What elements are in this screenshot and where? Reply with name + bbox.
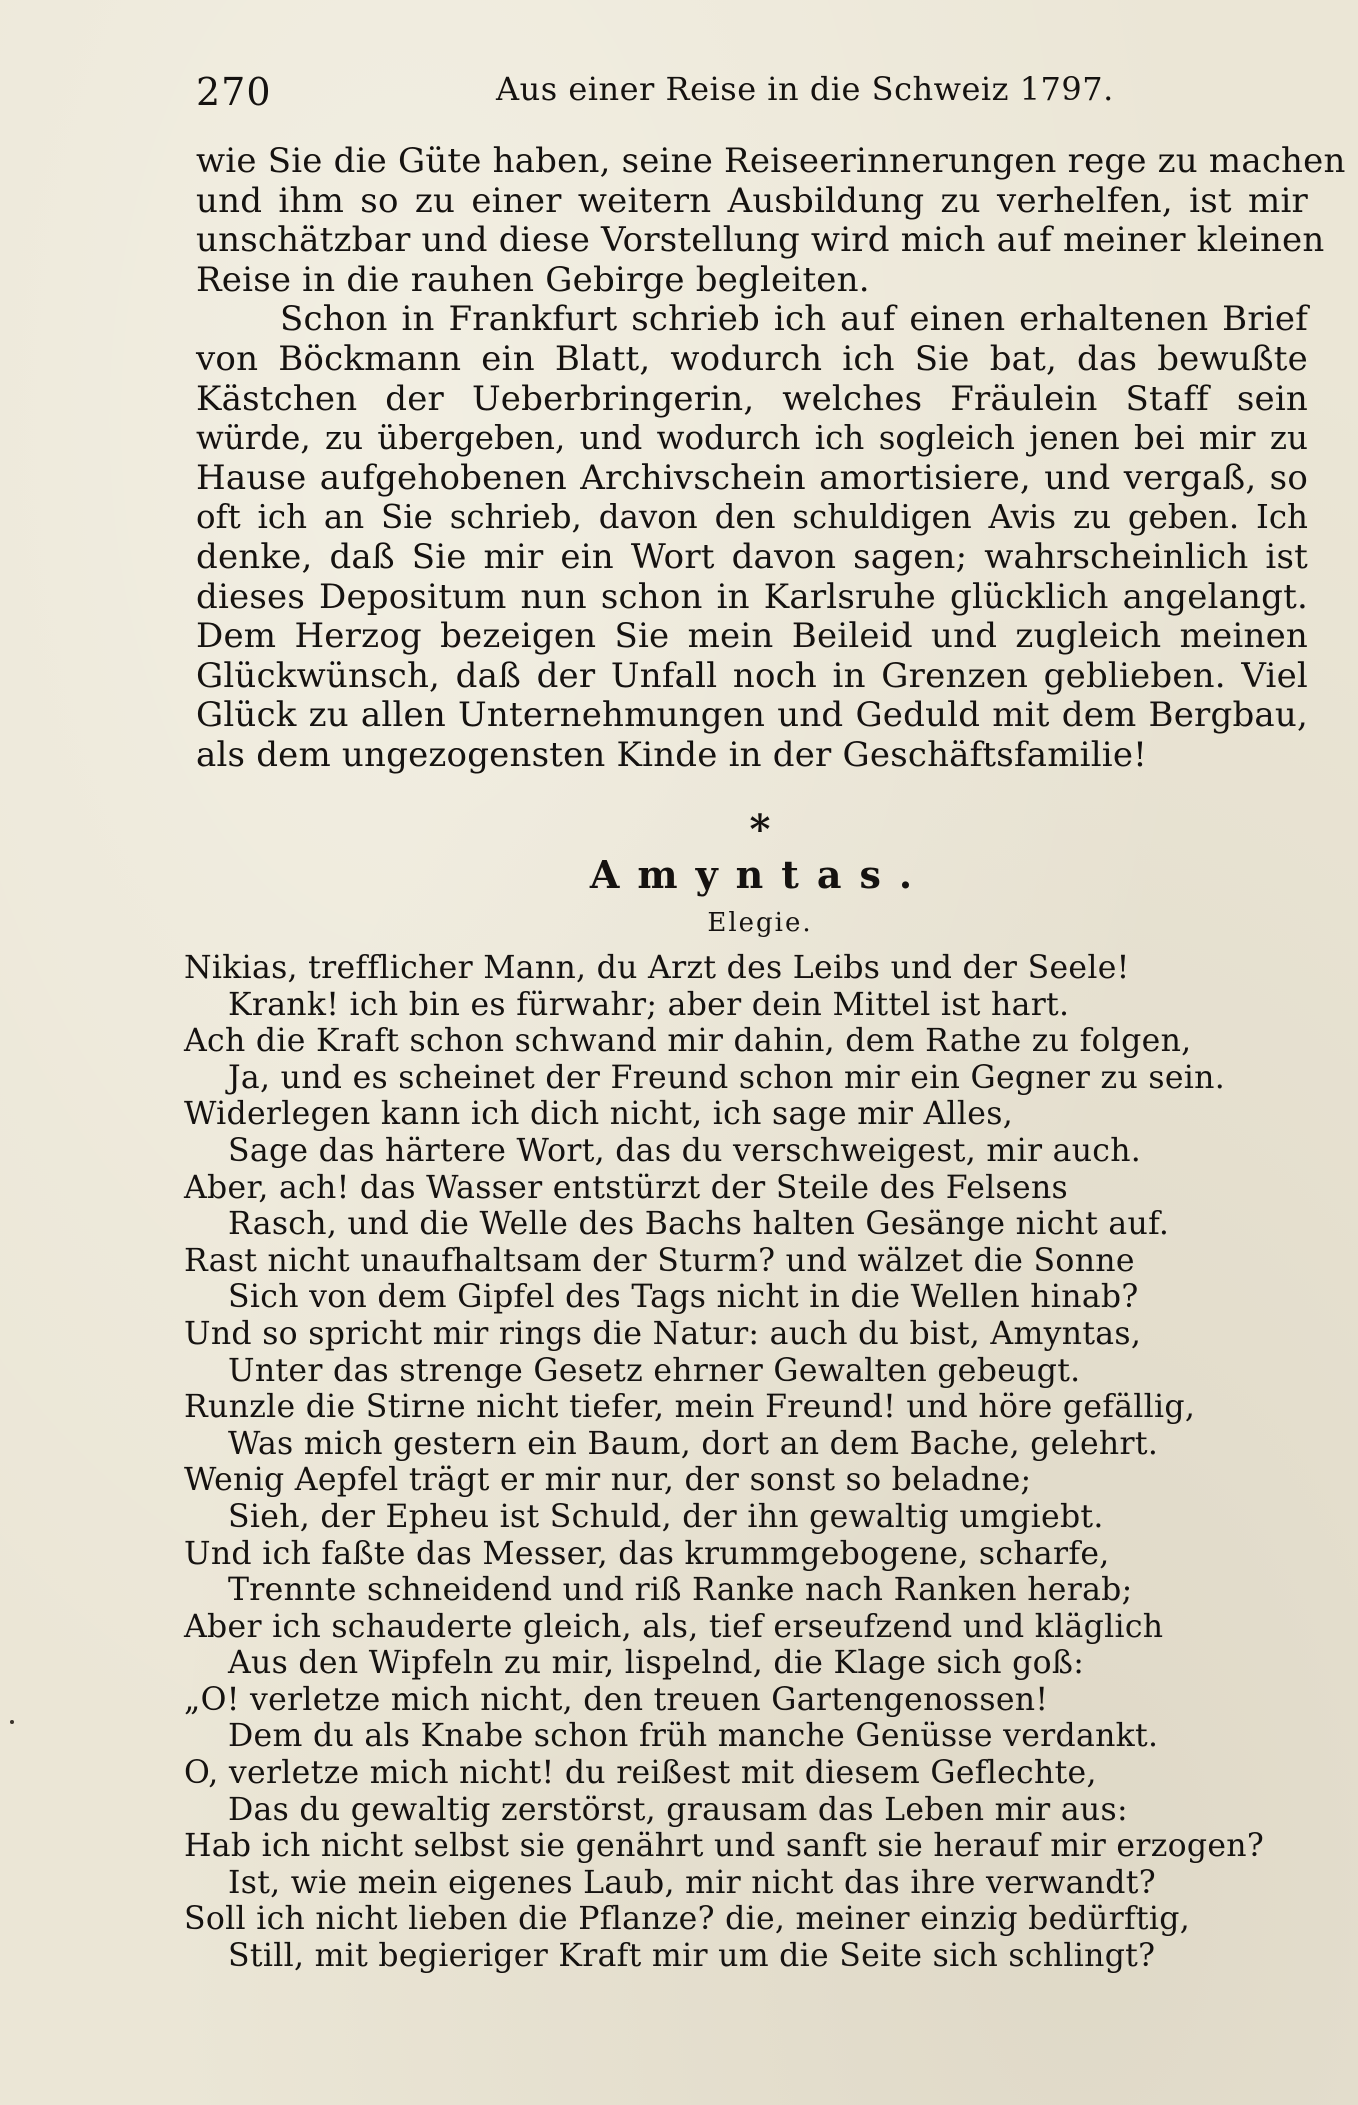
section-separator: * xyxy=(749,806,771,853)
prose-line: Reise in die rauhen Gebirge begleiten. xyxy=(196,259,870,300)
prose-line: würde, zu übergeben, und wodurch ich sogleich jenen bei mir zu xyxy=(196,419,1308,458)
running-head xyxy=(196,66,1306,120)
prose-line: Glückwünsch, daß der Unfall noch in Grenzen geblieben. Viel xyxy=(196,655,1308,696)
running-title: Aus einer Reise in die Schweiz 1797. xyxy=(496,70,1114,108)
poem-subtitle: Elegie. xyxy=(707,908,813,938)
verse-line: Ist, wie mein eigenes Laub, mir nicht das ihre verwandt? xyxy=(228,1864,1156,1901)
verse-line: Das du gewaltig zerstörst, grausam das Leben mir aus: xyxy=(228,1791,1128,1828)
verse-line: Widerlegen kann ich dich nicht, ich sage mir Alles, xyxy=(184,1096,1014,1133)
prose-line: Schon in Frankfurt schrieb ich auf einen erhaltenen Brief xyxy=(280,299,1308,340)
verse-line: Still, mit begieriger Kraft mir um die Seite sich schlingt? xyxy=(228,1938,1156,1975)
verse-line: „O! verletze mich nicht, den treuen Gartengenossen! xyxy=(184,1681,1049,1718)
verse-line: Dem du als Knabe schon früh manche Genüsse verdankt. xyxy=(228,1718,1159,1755)
prose-line: Dem Herzog bezeigen Sie mein Beileid und zugleich meinen xyxy=(196,616,1308,657)
prose-line: denke, daß Sie mir ein Wort davon sagen; wahrscheinlich ist xyxy=(196,536,1308,577)
prose-line: dieses Depositum nun schon in Karlsruhe glücklich angelangt. xyxy=(196,576,1308,617)
prose-line: Glück zu allen Unternehmungen und Geduld mit dem Bergbau, xyxy=(196,695,1308,736)
verse-line: Was mich gestern ein Baum, dort an dem Bache, gelehrt. xyxy=(228,1425,1159,1462)
verse-line: Soll ich nicht lieben die Pflanze? die, meiner einzig bedürftig, xyxy=(184,1901,1191,1938)
verse-line: Und so spricht mir rings die Natur: auch du bist, Amyntas, xyxy=(184,1315,1142,1352)
verse-line: Hab ich nicht selbst sie genährt und sanft sie herauf mir erzogen? xyxy=(184,1828,1265,1865)
verse-line: Wenig Aepfel trägt er mir nur, der sonst so beladne; xyxy=(184,1462,1032,1499)
verse-line: Ach die Kraft schon schwand mir dahin, dem Rathe zu folgen, xyxy=(184,1023,1192,1060)
verse-line: O, verletze mich nicht! du reißest mit diesem Geflechte, xyxy=(184,1755,1097,1792)
verse-line: Rast nicht unaufhaltsam der Sturm? und wälzet die Sonne xyxy=(184,1242,1135,1279)
verse-line: Sage das härtere Wort, das du verschweigest, mir auch. xyxy=(228,1132,1142,1169)
poem-title: Amyntas. xyxy=(589,852,931,897)
verse-line: Aber ich schauderte gleich, als, tief erseufzend und kläglich xyxy=(184,1608,1164,1645)
prose-line: als dem ungezogensten Kinde in der Geschäftsfamilie! xyxy=(196,734,1148,775)
prose-line: und ihm so zu einer weitern Ausbildung zu verhelfen, ist mir xyxy=(196,180,1308,221)
verse-line: Sich von dem Gipfel des Tags nicht in die Wellen hinab? xyxy=(228,1279,1139,1316)
verse-line: Nikias, trefflicher Mann, du Arzt des Leibs und der Seele! xyxy=(184,950,1130,986)
verse-line: Ja, und es scheinet der Freund schon mir ein Gegner zu sein. xyxy=(228,1059,1226,1096)
verse-line: Aber, ach! das Wasser entstürzt der Steile des Felsens xyxy=(184,1169,1069,1206)
verse-line: Runzle die Stirne nicht tiefer, mein Freund! und höre gefällig, xyxy=(184,1389,1196,1426)
verse-line: Aus den Wipfeln zu mir, lispelnd, die Klage sich goß: xyxy=(228,1645,1085,1682)
verse-line: Sieh, der Epheu ist Schuld, der ihn gewaltig umgiebt. xyxy=(228,1498,1104,1535)
verse-line: Trennte schneidend und riß Ranke nach Ranken herab; xyxy=(228,1572,1133,1609)
verse-line: Rasch, und die Welle des Bachs halten Gesänge nicht auf. xyxy=(228,1206,1170,1243)
poem-body xyxy=(184,950,1334,1975)
page-number: 270 xyxy=(196,70,272,114)
paper-speck xyxy=(10,1720,14,1724)
prose-line: von Böckmann ein Blatt, wodurch ich Sie bat, das bewußte xyxy=(196,338,1308,379)
prose-line: oft ich an Sie schrieb, davon den schuldigen Avis zu geben. Ich xyxy=(196,498,1308,537)
prose-line: Hause aufgehobenen Archivschein amortisiere, und vergaß, so xyxy=(196,457,1308,498)
prose-line: wie Sie die Güte haben, seine Reiseerinnerungen rege zu machen xyxy=(196,141,1346,181)
prose-line: Kästchen der Ueberbringerin, welches Fräulein Staff sein xyxy=(196,378,1308,419)
verse-line: Und ich faßte das Messer, das krummgebogene, scharfe, xyxy=(184,1535,1110,1572)
verse-line: Krank! ich bin es fürwahr; aber dein Mittel ist hart. xyxy=(228,986,1070,1023)
letter-text xyxy=(196,141,1346,776)
verse-line: Unter das strenge Gesetz ehrner Gewalten gebeugt. xyxy=(228,1352,1081,1389)
prose-line: unschätzbar und diese Vorstellung wird mich auf meiner kleinen xyxy=(196,220,1325,261)
